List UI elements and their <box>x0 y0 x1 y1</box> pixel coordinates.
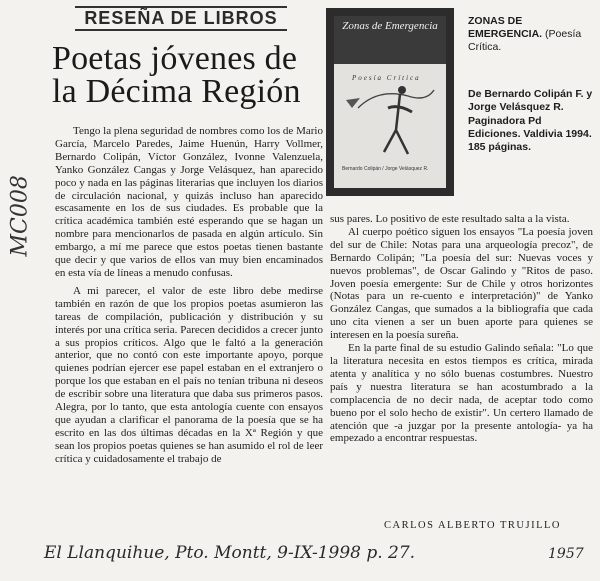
handwritten-source-note: El Llanquihue, Pto. Montt, 9-IX-1998 p. 27. <box>44 543 416 563</box>
book-cover-illustration <box>338 68 442 158</box>
article-paragraph: Tengo la plena seguridad de nombres como los de Mario García, Marcelo Paredes, Jaime Huenún, Harry Vollmer, Bernardo Colipán, Víctor González, Ivonne Valenzuela, Yanko González Cangas y Jorge Velásquez, han aparecido poco y nada en las páginas literarias que incluyen los diarios de circulación nacional, y quizás incluso han aparecido escasamente en los de sus ciudades. Es probable que la crítica académica también esté esperando que se hagan un nombre para mencionarlos de pasada en algún artículo. Sin embargo, a mí me parece que estos poetas tienen bastante que decir y que varios de ellos van muy bien encaminados en esta vía de líneas a menudo confusas. <box>55 125 323 279</box>
book-cover-band <box>334 16 446 64</box>
book-info-publication: De Bernardo Colipán F. y Jorge Velásquez R. Paginadora Pd Ediciones. Valdivia 1994. 185 páginas. <box>468 88 593 154</box>
author-byline: CARLOS ALBERTO TRUJILLO <box>384 520 561 531</box>
book-info-title <box>468 15 596 54</box>
article-paragraph: En la parte final de su estudio Galindo señala: "Lo que la literatura necesita en estos tiempos es crítica, mirada atenta y analítica y no sólo buenas costumbres. Nuestro país y nuestra literatura se han acostumbrado a la complacencia de no decir nada, de aceptar todo como bueno por el solo hecho de existir". Un certero llamado de atención que -a juzgar por la presente antología- ya ha empezado a encontrar respuestas. <box>330 342 593 445</box>
book-cover-image <box>326 8 454 196</box>
article-column-2 <box>330 213 593 445</box>
article-paragraph: A mi parecer, el valor de este libro debe medirse también en razón de que los propios poetas asumieron las tareas de compilación, publicación y distribución y su interés por una crítica seria. Parecen decididos a crecer junto a sus propios críticos. Algo que le faltó a la generación anterior, que no contó con este importante apoyo, porque quienes podrían ejercer ese papel estaban en el extranjero o porque los que estaban en el país no tenían tribuna ni deseos de escribir sobre una literatura que daba sus primeros pasos. Alegra, por lo tanto, que esta antología cuente con ensayos que ayudan a clarificar el panorama de la poesía que se ha escrito en las dos últimas décadas en la Xª Región y que sean los propios poetas quienes se han asumido el rol de leer crítica y cuidadosamente el trabajo de <box>55 284 323 465</box>
handwritten-archive-number: 1957 <box>548 546 584 562</box>
book-info-title-bold: ZONAS DE EMERGENCIA. <box>468 15 543 40</box>
book-cover-inner <box>334 16 446 188</box>
book-cover-subtitle: Poesía Crítica <box>352 74 421 82</box>
book-info-title-light: (Poesía Crítica. <box>468 28 582 53</box>
headline: Poetas jóvenes de la Décima Región <box>52 40 301 110</box>
book-cover-title: Zonas de Emergencia <box>342 20 438 32</box>
section-label: RESEÑA DE LIBROS <box>75 6 287 31</box>
handwritten-margin-note: MC008 <box>7 175 33 257</box>
book-cover-authors: Bernardo Colipán / Jorge Velásquez R. <box>342 166 429 172</box>
article-column-1 <box>55 125 323 466</box>
article-paragraph: Al cuerpo poético siguen los ensayos "La poesía joven del sur de Chile: Notas para una arqueología precoz", de Bernardo Colipán; "La poesía del sur: Nuevas voces y nuevos problemas", de Oscar Galindo y "Ritos de paso. Joven poesía emergente: Sur de Chile y otros horizontes (Notas para un re-cuento e interpretación)" de Yanko González Cangas, que sumados a la bibliografía que cada uno cita vienen a ser un buen aporte para quienes se interesen en la poesía sureña. <box>330 225 593 342</box>
article-paragraph: sus pares. Lo positivo de este resultado salta a la vista. <box>330 213 570 225</box>
